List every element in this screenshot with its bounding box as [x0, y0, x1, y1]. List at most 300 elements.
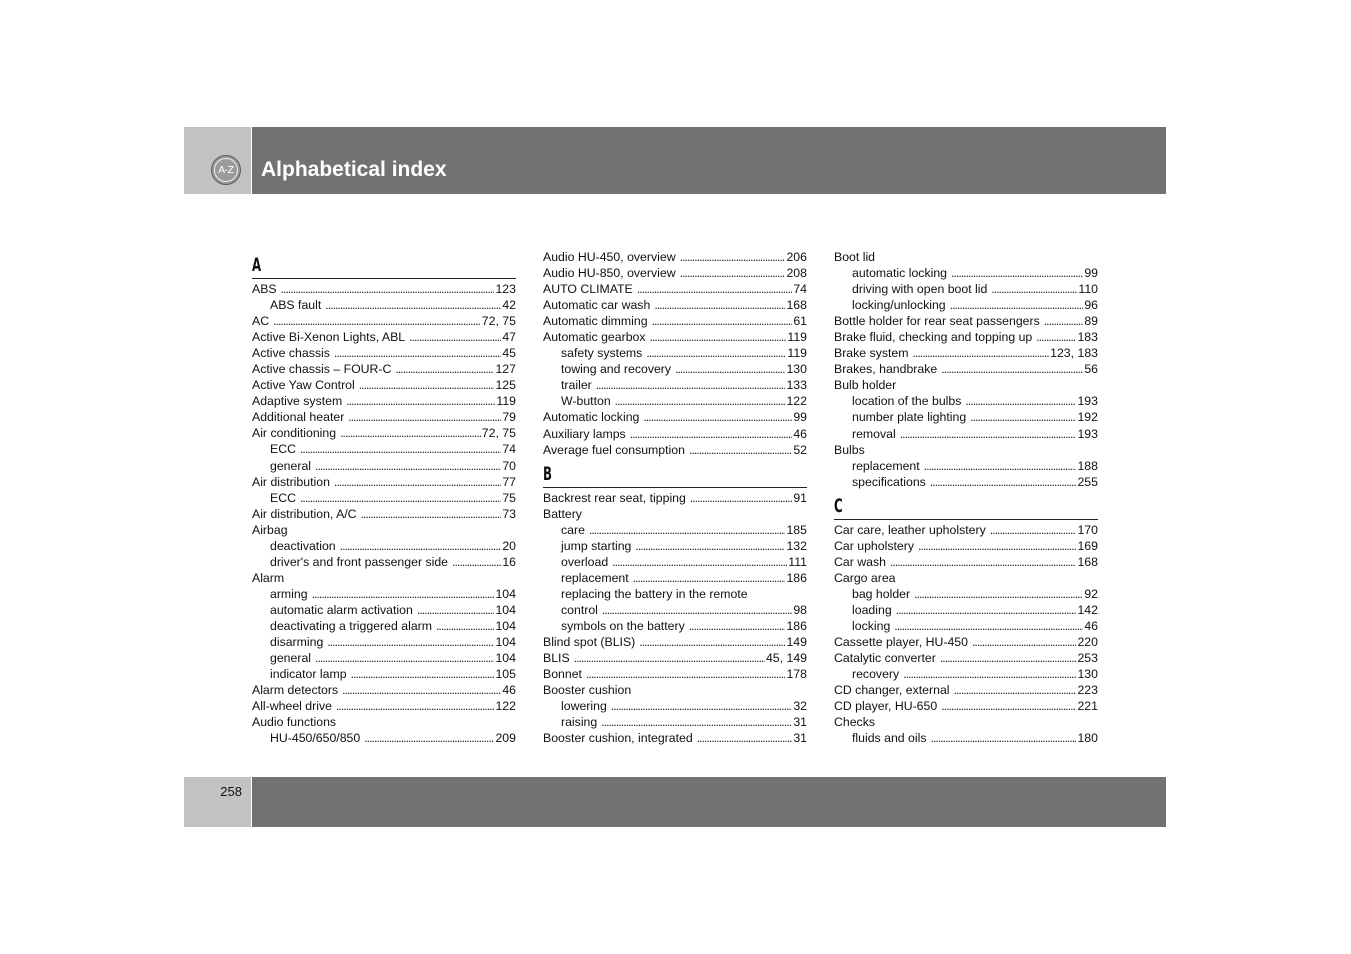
index-entry	[252, 393, 516, 409]
dot-leader	[991, 281, 1077, 297]
entry-term: Automatic locking	[543, 410, 640, 425]
dot-leader	[312, 586, 495, 602]
dot-leader	[633, 570, 786, 586]
entry-term: general	[270, 651, 312, 666]
dot-leader	[300, 441, 501, 457]
entry-term: bag holder	[852, 586, 911, 601]
index-entry	[834, 249, 1098, 265]
dot-leader	[680, 265, 786, 281]
entry-term: ECC	[270, 442, 296, 457]
entry-term: Alarm	[252, 570, 285, 585]
index-entry	[834, 313, 1098, 329]
dot-leader	[924, 458, 1077, 474]
entry-term: Catalytic converter	[834, 651, 936, 666]
dot-leader	[315, 458, 501, 474]
index-subentry	[834, 409, 1098, 425]
entry-term: locking/unlocking	[852, 298, 946, 313]
index-entry	[834, 442, 1098, 458]
entry-term: Automatic car wash	[543, 298, 651, 313]
entry-term: AC	[252, 314, 270, 329]
entry-term: Battery	[543, 506, 582, 521]
entry-page-number: 70	[502, 458, 516, 473]
index-entry	[834, 538, 1098, 554]
dot-leader	[940, 650, 1077, 666]
index-subentry	[252, 618, 516, 634]
dot-leader	[894, 618, 1083, 634]
entry-page-number: 105	[495, 667, 516, 682]
index-entry	[543, 442, 807, 458]
entry-page-number: 220	[1077, 635, 1098, 650]
index-subentry	[834, 297, 1098, 313]
dot-leader	[965, 393, 1076, 409]
dot-leader	[890, 554, 1077, 570]
index-subentry	[252, 650, 516, 666]
entry-page-number: 122	[786, 394, 807, 409]
dot-leader	[646, 345, 786, 361]
entry-page-number: 253	[1077, 651, 1098, 666]
dot-leader	[364, 730, 494, 746]
index-entry	[543, 682, 807, 698]
index-subentry	[252, 538, 516, 554]
index-entry	[834, 361, 1098, 377]
index-entry	[543, 490, 807, 506]
entry-page-number: 123	[495, 282, 516, 296]
dot-leader	[990, 522, 1077, 538]
entry-term: Air distribution	[252, 474, 330, 489]
entry-page-number: 89	[1084, 314, 1098, 329]
page-number: 258	[220, 784, 242, 799]
entry-page-number: 104	[495, 618, 516, 633]
entry-page-number: 149	[786, 635, 807, 650]
entry-term: safety systems	[561, 346, 643, 361]
entry-term: removal	[852, 426, 896, 441]
entry-term: deactivating a triggered alarm	[270, 618, 432, 633]
dot-leader	[596, 377, 786, 393]
a-z-index-icon	[211, 155, 241, 185]
index-entry	[834, 634, 1098, 650]
dot-leader	[452, 554, 501, 570]
entry-term: Brake fluid, checking and topping up	[834, 330, 1033, 345]
entry-page-number: 119	[787, 330, 807, 345]
entry-page-number: 133	[786, 378, 807, 393]
index-entry	[834, 698, 1098, 714]
entry-term: Auxiliary lamps	[543, 426, 626, 441]
index-subentry	[543, 698, 807, 714]
index-subentry	[252, 458, 516, 474]
dot-leader	[436, 618, 494, 634]
entry-term: jump starting	[561, 538, 632, 553]
entry-page-number: 223	[1077, 683, 1098, 698]
index-entry	[834, 570, 1098, 586]
index-entry	[252, 698, 516, 714]
entry-term: CD player, HU-650	[834, 699, 938, 714]
dot-leader	[941, 361, 1083, 377]
dot-leader	[970, 409, 1076, 425]
entry-term: Bottle holder for rear seat passengers	[834, 314, 1040, 329]
dot-leader	[315, 650, 494, 666]
index-subentry	[543, 554, 807, 570]
entry-page-number: 132	[786, 538, 807, 553]
dot-leader	[896, 602, 1077, 618]
entry-term: Bulbs	[834, 442, 865, 457]
entry-term: Brakes, handbrake	[834, 362, 938, 377]
index-subentry	[252, 666, 516, 682]
entry-page-number: 130	[1077, 667, 1098, 682]
index-entry	[252, 377, 516, 393]
index-entry	[543, 650, 807, 666]
dot-leader	[325, 297, 501, 313]
index-subentry	[834, 618, 1098, 634]
entry-term: driving with open boot lid	[852, 282, 988, 297]
section-letter: B	[543, 462, 552, 485]
entry-term: Backrest rear seat, tipping	[543, 490, 686, 505]
index-entry	[252, 345, 516, 361]
entry-page-number: 91	[793, 490, 807, 505]
entry-page-number: 42	[502, 298, 516, 313]
index-entry	[543, 329, 807, 345]
entry-page-number: 186	[786, 618, 807, 633]
dot-leader	[918, 538, 1077, 554]
index-entry	[543, 281, 807, 297]
entry-page-number: 75	[502, 490, 516, 505]
entry-term: Checks	[834, 715, 876, 730]
entry-page-number: 46	[502, 683, 516, 698]
dot-leader	[914, 586, 1083, 602]
section-letter: C	[834, 494, 843, 517]
entry-term: Blind spot (BLIS)	[543, 635, 636, 650]
entry-term: Active Yaw Control	[252, 378, 355, 393]
index-subentry	[834, 730, 1098, 746]
entry-page-number: 123, 183	[1050, 346, 1098, 361]
dot-leader	[336, 698, 495, 714]
entry-term: Air conditioning	[252, 426, 337, 441]
entry-term: specifications	[852, 474, 926, 489]
dot-leader	[951, 265, 1083, 281]
dot-leader	[417, 602, 495, 618]
dot-leader	[637, 281, 793, 297]
entry-page-number: 193	[1077, 426, 1098, 441]
dot-leader	[361, 506, 502, 522]
index-column-1	[252, 249, 516, 746]
entry-term: Audio functions	[252, 715, 337, 730]
entry-page-number: 192	[1077, 410, 1098, 425]
index-subentry	[252, 602, 516, 618]
entry-page-number: 46	[1084, 618, 1098, 633]
entry-page-number: 46	[793, 426, 807, 441]
entry-page-number: 168	[1077, 554, 1098, 569]
dot-leader	[635, 538, 785, 554]
dot-leader	[327, 634, 494, 650]
entry-term: Active Bi-Xenon Lights, ABL	[252, 330, 406, 345]
entry-page-number: 56	[1084, 362, 1098, 377]
entry-term: disarming	[270, 635, 324, 650]
entry-page-number: 168	[786, 298, 807, 313]
entry-page-number: 255	[1077, 474, 1098, 489]
entry-term: lowering	[561, 699, 607, 714]
dot-leader	[334, 345, 501, 361]
entry-page-number: 16	[502, 554, 516, 569]
entry-page-number: 104	[495, 651, 516, 666]
index-column-3	[834, 249, 1098, 746]
dot-leader	[346, 393, 495, 409]
entry-page-number: 61	[793, 314, 807, 329]
index-entry	[543, 730, 807, 746]
index-entry	[834, 329, 1098, 345]
dot-leader	[675, 361, 785, 377]
dot-leader	[654, 297, 785, 313]
index-entry	[252, 506, 516, 522]
dot-leader	[930, 474, 1077, 490]
index-entry	[252, 522, 516, 538]
section-letter: A	[252, 254, 262, 276]
entry-term: loading	[852, 602, 892, 617]
dot-leader	[643, 409, 792, 425]
index-subentry	[834, 393, 1098, 409]
index-entry	[252, 361, 516, 377]
index-subentry	[252, 490, 516, 506]
entry-page-number: 20	[502, 538, 516, 553]
section-letter-heading	[543, 458, 807, 488]
dot-leader	[348, 409, 501, 425]
entry-term: Cargo area	[834, 570, 896, 585]
entry-page-number: 104	[495, 635, 516, 650]
dot-leader	[281, 281, 495, 297]
index-entry	[834, 522, 1098, 538]
index-subentry	[252, 586, 516, 602]
index-entry	[543, 265, 807, 281]
index-entry	[252, 714, 516, 730]
entry-page-number: 130	[786, 362, 807, 377]
dot-leader	[941, 698, 1076, 714]
index-entry	[252, 425, 516, 441]
entry-page-number: 169	[1077, 538, 1098, 553]
index-subentry	[252, 554, 516, 570]
index-entry	[252, 329, 516, 345]
entry-term: Adaptive system	[252, 394, 343, 409]
index-entry	[543, 426, 807, 442]
dot-leader	[612, 554, 787, 570]
entry-page-number: 45	[502, 346, 516, 361]
entry-page-number: 208	[786, 266, 807, 281]
entry-term: Average fuel consumption	[543, 442, 685, 457]
entry-term: locking	[852, 618, 891, 633]
entry-term: HU-450/650/850	[270, 731, 361, 746]
entry-term: CD changer, external	[834, 683, 950, 698]
index-entry	[834, 345, 1098, 361]
entry-page-number: 125	[495, 378, 516, 393]
index-entry	[834, 554, 1098, 570]
entry-term: replacement	[561, 570, 629, 585]
entry-term: Active chassis	[252, 346, 330, 361]
dot-leader	[690, 490, 792, 506]
dot-leader	[300, 490, 501, 506]
dot-leader	[359, 377, 495, 393]
entry-page-number: 127	[495, 362, 516, 377]
entry-page-number: 104	[495, 602, 516, 617]
entry-page-number: 183	[1077, 330, 1098, 345]
dot-leader	[972, 634, 1077, 650]
entry-term: arming	[270, 586, 308, 601]
dot-leader	[903, 666, 1076, 682]
entry-page-number: 188	[1077, 458, 1098, 473]
entry-term: replacement	[852, 458, 920, 473]
entry-term: ABS fault	[270, 298, 322, 313]
entry-page-number: 119	[496, 394, 516, 409]
index-subentry	[834, 281, 1098, 297]
index-entry	[252, 281, 516, 297]
entry-page-number: 74	[502, 442, 516, 457]
index-subentry	[543, 586, 807, 602]
dot-leader	[1044, 313, 1084, 329]
entry-page-number: 180	[1077, 731, 1098, 746]
dot-leader	[602, 602, 792, 618]
entry-term: overload	[561, 554, 609, 569]
index-entry	[543, 249, 807, 265]
index-entry	[834, 682, 1098, 698]
entry-term: towing and recovery	[561, 362, 672, 377]
entry-term: Alarm detectors	[252, 683, 339, 698]
index-entry	[834, 714, 1098, 730]
entry-term: Air distribution, A/C	[252, 506, 357, 521]
dot-leader	[689, 442, 792, 458]
dot-leader	[342, 682, 501, 698]
entry-term: automatic locking	[852, 266, 948, 281]
dot-leader	[680, 249, 786, 265]
dot-leader	[1036, 329, 1076, 345]
entry-term: location of the bulbs	[852, 394, 962, 409]
index-subentry	[834, 474, 1098, 490]
dot-leader	[639, 634, 785, 650]
dot-leader	[351, 666, 495, 682]
dot-leader	[409, 329, 501, 345]
index-subentry	[252, 730, 516, 746]
entry-page-number: 32	[793, 699, 807, 714]
dot-leader	[340, 538, 502, 554]
entry-term: deactivation	[270, 538, 336, 553]
dot-leader	[931, 730, 1077, 746]
entry-term: Audio HU-450, overview	[543, 250, 676, 264]
index-subentry	[543, 538, 807, 554]
entry-term: Automatic gearbox	[543, 330, 646, 345]
dot-leader	[601, 714, 792, 730]
index-subentry	[252, 441, 516, 457]
entry-term: ABS	[252, 282, 277, 296]
index-subentry	[543, 618, 807, 634]
dot-leader	[630, 426, 793, 442]
entry-term: All-wheel drive	[252, 699, 332, 714]
index-subentry	[543, 345, 807, 361]
dot-leader	[615, 393, 786, 409]
dot-leader	[586, 666, 785, 682]
section-letter-heading	[834, 490, 1098, 520]
dot-leader	[589, 522, 786, 538]
footer-bar	[252, 777, 1166, 827]
entry-page-number: 186	[786, 570, 807, 585]
entry-page-number: 45, 149	[765, 651, 807, 666]
entry-term: Booster cushion	[543, 683, 632, 698]
entry-term: care	[561, 522, 585, 537]
entry-term: raising	[561, 715, 598, 730]
entry-page-number: 110	[1078, 282, 1098, 297]
index-subentry	[834, 426, 1098, 442]
entry-page-number: 72, 75	[481, 426, 516, 441]
index-subentry	[252, 634, 516, 650]
entry-page-number: 221	[1077, 699, 1098, 714]
entry-page-number: 31	[793, 731, 807, 746]
index-subentry	[834, 602, 1098, 618]
entry-term: Airbag	[252, 522, 288, 537]
entry-term: trailer	[561, 378, 592, 393]
index-subentry	[834, 458, 1098, 474]
a-z-index-icon-label: A-Z	[214, 158, 238, 182]
index-entry	[543, 313, 807, 329]
index-entry	[834, 377, 1098, 393]
entry-page-number: 96	[1084, 298, 1098, 313]
dot-leader	[334, 474, 501, 490]
index-subentry	[543, 522, 807, 538]
entry-page-number: 77	[502, 474, 516, 489]
entry-page-number: 74	[793, 282, 807, 297]
entry-page-number: 206	[786, 250, 807, 264]
dot-leader	[900, 426, 1077, 442]
index-subentry	[834, 586, 1098, 602]
entry-page-number: 185	[786, 522, 807, 537]
index-entry	[834, 650, 1098, 666]
entry-page-number: 104	[495, 586, 516, 601]
entry-term: Boot lid	[834, 250, 876, 264]
index-subentry	[543, 602, 807, 618]
dot-leader	[650, 329, 787, 345]
entry-term: general	[270, 458, 312, 473]
index-subentry	[543, 393, 807, 409]
entry-page-number: 193	[1077, 394, 1098, 409]
index-entry	[543, 666, 807, 682]
entry-page-number: 142	[1077, 602, 1098, 617]
entry-term: Audio HU-850, overview	[543, 266, 676, 281]
entry-page-number: 98	[793, 602, 807, 617]
entry-page-number: 47	[502, 330, 516, 345]
entry-page-number: 52	[793, 442, 807, 457]
entry-term: BLIS	[543, 651, 570, 666]
entry-term: Car upholstery	[834, 538, 914, 553]
index-entry	[252, 570, 516, 586]
index-subentry	[543, 361, 807, 377]
index-subentry	[543, 570, 807, 586]
index-subentry	[543, 377, 807, 393]
page-title: Alphabetical index	[261, 158, 447, 181]
dot-leader	[689, 618, 786, 634]
dot-leader	[954, 682, 1077, 698]
entry-page-number: 99	[1084, 266, 1098, 281]
dot-leader	[395, 361, 494, 377]
entry-term: Automatic dimming	[543, 314, 648, 329]
entry-term: Car wash	[834, 554, 886, 569]
dot-leader	[912, 345, 1049, 361]
index-entry	[252, 474, 516, 490]
dot-leader	[273, 313, 481, 329]
entry-page-number: 79	[502, 410, 516, 425]
entry-term: replacing the battery in the remote	[561, 586, 748, 601]
section-letter-heading	[252, 249, 516, 279]
dot-leader	[611, 698, 793, 714]
dot-leader	[340, 425, 481, 441]
entry-term: AUTO CLIMATE	[543, 282, 633, 297]
index-entry	[252, 682, 516, 698]
entry-term: Cassette player, HU-450	[834, 635, 968, 650]
entry-page-number: 99	[793, 410, 807, 425]
entry-term: number plate lighting	[852, 410, 967, 425]
index-entry	[543, 634, 807, 650]
